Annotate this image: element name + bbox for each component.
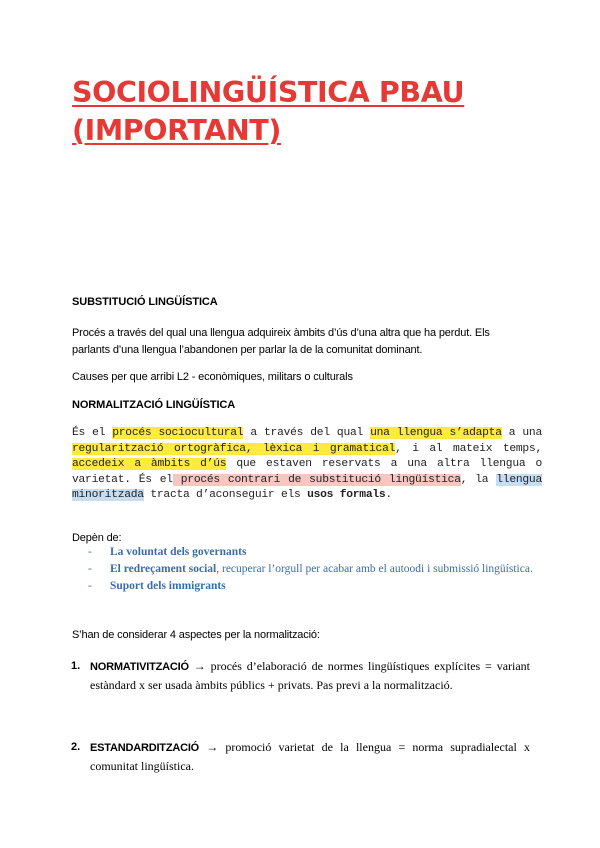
def-text: a una xyxy=(501,427,542,439)
highlight-proces-contrari: procés contrari de substitució lingüística xyxy=(172,473,461,486)
aspect-item xyxy=(71,657,531,694)
highlight-proces-sociocultural: procés sociocultural xyxy=(112,427,244,439)
list-item xyxy=(80,578,550,595)
dash-bullet: - xyxy=(88,580,92,592)
depen-list xyxy=(80,544,550,595)
heading-substitucio: SUBSTITUCIÓ LINGÜÍSTICA xyxy=(72,296,218,308)
paragraph-substitucio: Procés a través del qual una llengua adquireix àmbits d’ús d’una altra que ha perdut. Els parlants d’una llengua l’abandonen per parlar la de la comunitat dominant. xyxy=(72,327,490,356)
list-item-bold: Suport dels immigrants xyxy=(110,580,226,592)
list-item-bold: El redreçament social xyxy=(110,563,217,575)
dash-bullet: - xyxy=(88,563,92,575)
aspect-text: promoció varietat de la llengua = norma supradialectal x comunitat lingüística. xyxy=(90,740,530,773)
aspects-intro: S’han de considerar 4 aspectes per la normalització: xyxy=(72,629,320,641)
paragraph-causes: Causes per que arribi L2 - econòmiques, militars o culturals xyxy=(72,371,353,383)
highlight-accedeix: accedeix a àmbits d’ús xyxy=(72,458,227,470)
page-title: SOCIOLINGÜÍSTICA PBAU (IMPORTANT) xyxy=(72,76,465,147)
highlight-llengua-minoritzada: llengua minoritzada xyxy=(72,473,542,501)
dash-bullet: - xyxy=(88,546,92,558)
def-text: És el xyxy=(72,427,113,439)
highlight-llengua-adapta: una llengua s’adapta xyxy=(370,427,502,439)
aspect-number: 1. xyxy=(71,660,81,672)
def-text: que estaven reservats a una altra llengua o varietat. És el xyxy=(72,458,542,486)
list-item-bold: La voluntat dels governants xyxy=(110,546,247,558)
highlight-regularitzacio: regularització ortogràfica, lèxica i gramatical xyxy=(72,442,396,455)
bold-usos-formals: usos formals xyxy=(307,489,386,501)
aspect-key: NORMATIVITZACIÓ xyxy=(90,661,189,673)
aspect-key: ESTANDARDITZACIÓ xyxy=(90,742,200,754)
list-item-text: , recuperar l’orgull per acabar amb el autoodi i submissió lingüística. xyxy=(216,563,533,575)
list-item xyxy=(80,561,550,578)
def-text: , i al mateix temps, xyxy=(395,442,542,455)
arrow-icon: → xyxy=(188,659,211,673)
heading-normalitzacio: NORMALITZACIÓ LINGÜÍSTICA xyxy=(72,399,236,411)
aspect-item xyxy=(71,738,530,775)
def-text: . xyxy=(385,489,392,501)
aspect-number: 2. xyxy=(71,741,81,753)
aspect-text: procés d’elaboració de normes lingüístiques explícites = variant estàndard x ser usada àmbits públics + privats. Pas previ a la normalització. xyxy=(90,659,531,692)
def-text: tracta d’aconseguir els xyxy=(143,489,308,501)
list-item xyxy=(80,544,550,561)
depen-label: Depèn de: xyxy=(72,532,122,544)
arrow-icon: → xyxy=(199,740,226,754)
def-text: a través del qual xyxy=(243,427,371,439)
def-text: , la xyxy=(460,473,497,486)
definition-normalitzacio xyxy=(72,426,542,504)
